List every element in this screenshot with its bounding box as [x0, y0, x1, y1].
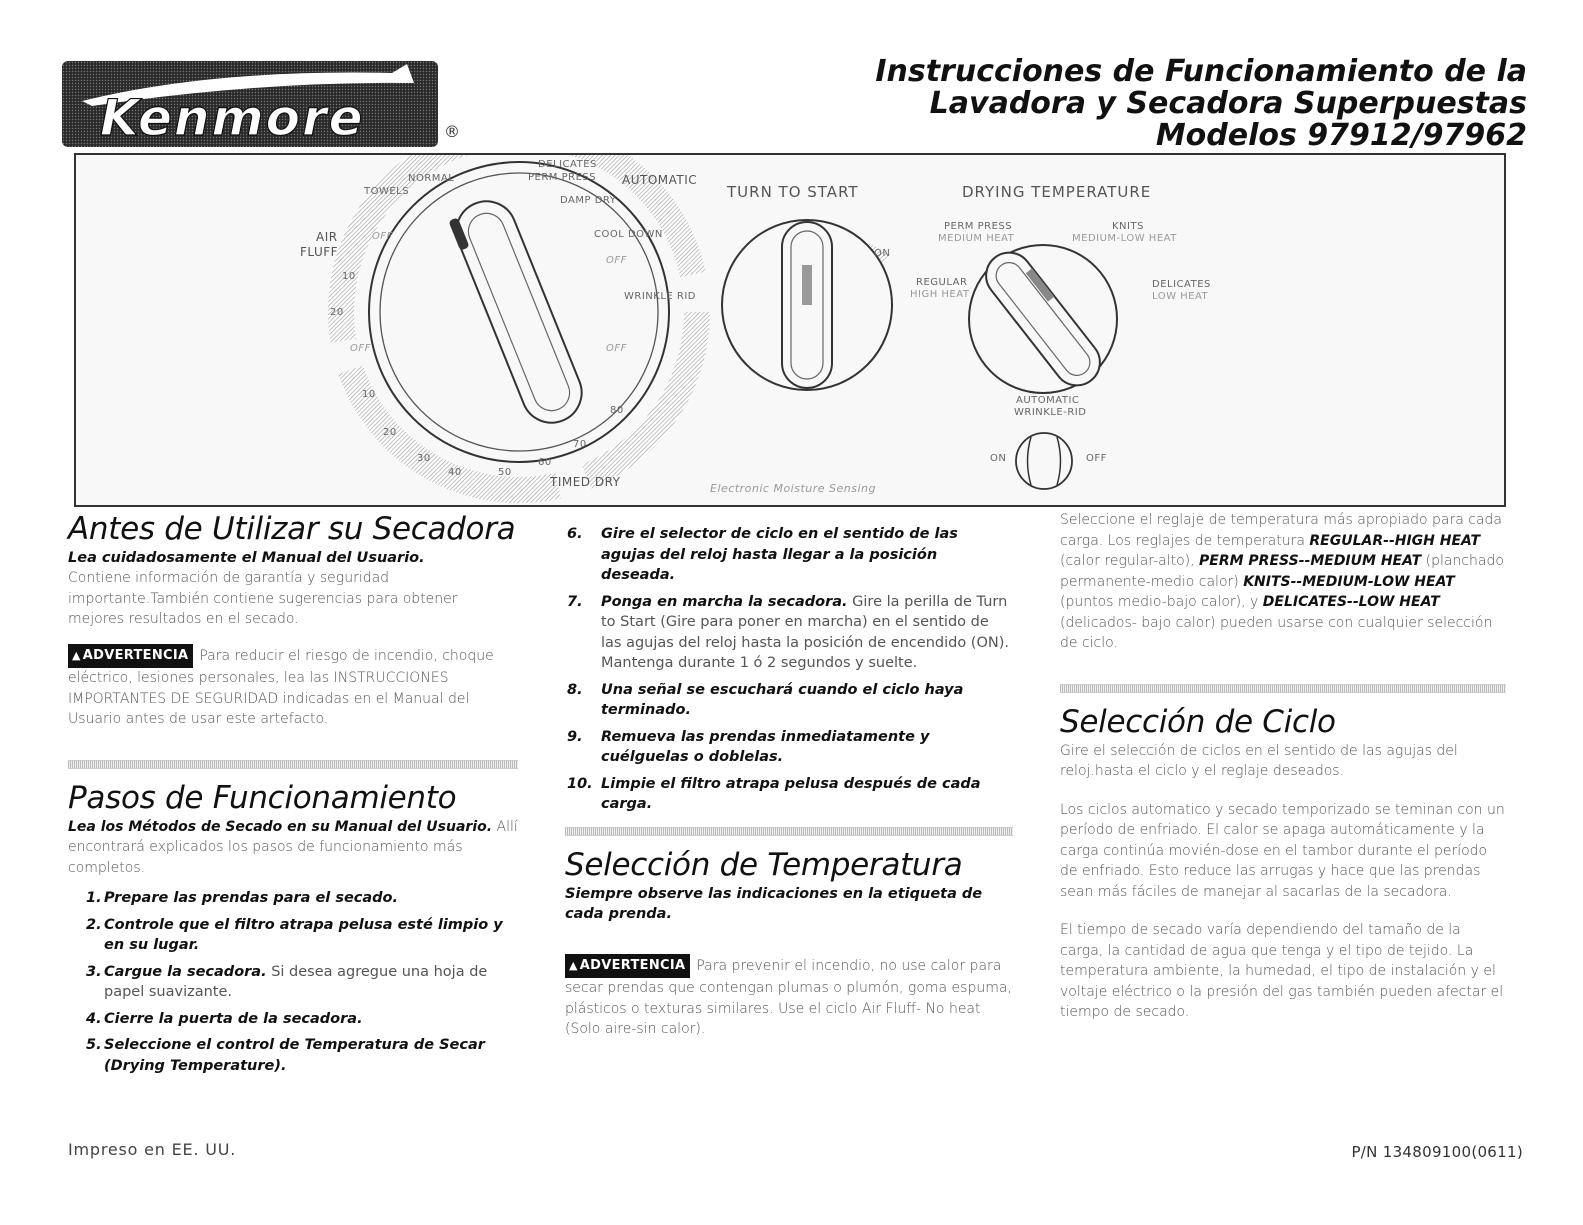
control-panel — [74, 153, 1506, 507]
list-item: 5. Seleccione el control de Temperatura de Secar (Drying Temperature). — [86, 1037, 485, 1074]
cycle-paragraph-2: Los ciclos automatico y secado temporizado se teminan con un período de enfriado. El calor se apaga automáticamente y la carga continúa movién-dose en el tambor durante el período de enfriado. Esto reduce las arrugas y hace que las prendas sean más fáciles de manejar al sacarlas de la secadora. — [1060, 801, 1505, 900]
panel-dials-graphic — [76, 155, 1504, 505]
warning-text-2: Para prevenir el incendio, no use calor para secar prendas que contengan plumas o plumón, goma espuma, plásticos o texturas similares. Use el ciclo Air Fluff- No heat (Solo aire-sin calor). — [565, 957, 1012, 1037]
label-normal: NORMAL — [408, 173, 455, 184]
temperature-settings-paragraph: Seleccione el reglaje de temperatura más apropiado para cada carga. Los reglajes de temperatura REGULAR--HIGH HEAT (calor regular-alto), PERM PRESS--MEDIUM HEAT (planchado permanente-medio calor) KNITS--MEDIUM-LOW HEAT (puntos medio-bajo calor), y DELICATES--LOW HEAT (delicados- bajo calor) pueden usarse con cualquier selección de ciclo. — [1060, 512, 1504, 651]
label-temp-regular: REGULAR — [916, 277, 968, 288]
heading-operating-steps: Pasos de Funcionamiento — [68, 779, 457, 816]
cycle-dial[interactable] — [341, 155, 697, 490]
list-item: 2. Controle que el filtro atrapa pelusa esté limpio y en su lugar. — [86, 916, 503, 953]
label-time-20b: 20 — [383, 427, 397, 438]
column-2 — [565, 524, 1013, 1040]
cycle-paragraph-1: Gire el selección de ciclos en el sentido de las agujas del reloj.hasta el ciclo y el reglaje deseados. — [1060, 742, 1458, 779]
label-automatic: AUTOMATIC — [622, 173, 698, 187]
title-line-2: Lavadora y Secadora Superpuestas — [929, 86, 1527, 121]
column-3 — [1060, 510, 1506, 1023]
label-drying-temperature: DRYING TEMPERATURE — [962, 183, 1152, 201]
label-time-40: 40 — [448, 467, 462, 478]
label-temp-delicates: DELICATES — [1152, 279, 1211, 290]
label-moisture-sensing: Electronic Moisture Sensing — [710, 482, 877, 495]
label-off-2: OFF — [606, 255, 627, 266]
label-wrinkle-rid: WRINKLE RID — [624, 291, 696, 302]
part-number: P/N 134809100(0611) — [1351, 1143, 1523, 1161]
label-temp-knits: KNITS — [1112, 221, 1144, 232]
list-item: 4. Cierre la puerta de la secadora. — [86, 1010, 363, 1027]
label-towels: TOWELS — [364, 186, 410, 197]
label-switch-automatic: AUTOMATIC — [1016, 395, 1080, 406]
heading-cycle-selection: Selección de Ciclo — [1060, 703, 1336, 740]
list-item: 8. Una señal se escuchará cuando el ciclo haya terminado. — [567, 681, 964, 718]
section-divider — [565, 827, 1013, 836]
warning-paragraph-2 — [565, 954, 1013, 1040]
page-title — [875, 56, 1527, 152]
label-time-10b: 10 — [362, 389, 376, 400]
warning-paragraph-1 — [68, 644, 518, 730]
label-off-3: OFF — [606, 343, 627, 354]
heading-before-use: Antes de Utilizar su Secadora — [68, 511, 516, 547]
lead2-paragraph — [68, 817, 518, 879]
title-line-3: Modelos 97912/97962 — [1155, 118, 1527, 153]
list-item: 10. Limpie el filtro atrapa pelusa después de cada carga. — [567, 775, 981, 812]
label-delicates: DELICATES — [538, 159, 597, 170]
label-damp-dry: DAMP DRY — [560, 195, 617, 206]
label-temp-perm-press: PERM PRESS — [944, 221, 1013, 232]
label-switch-off: OFF — [1086, 453, 1107, 464]
lead2-rest: Allí encontrará explicados los pasos de funcionamiento más completos. — [68, 818, 518, 876]
label-time-60: 60 — [538, 457, 552, 468]
label-switch-wrinkle-rid: WRINKLE-RID — [1014, 407, 1087, 418]
kenmore-logo — [62, 61, 438, 147]
label-perm-press: PERM PRESS — [528, 172, 597, 183]
label-air: AIR — [316, 230, 338, 244]
column-1 — [68, 510, 518, 1082]
list-item: 3. Cargue la secadora. Si desea agregue una hoja de papel suavizante. — [86, 963, 488, 1000]
lead2-bold: Lea los Métodos de Secado en su Manual del Usuario. — [68, 818, 493, 835]
label-time-10a: 10 — [342, 271, 356, 282]
start-dial[interactable] — [722, 220, 892, 390]
lead-read-manual: Lea cuidadosamente el Manual del Usuario. — [68, 550, 425, 566]
title-line-1: Instrucciones de Funcionamiento de la — [875, 54, 1527, 89]
label-temp-medium-heat: MEDIUM HEAT — [938, 233, 1015, 244]
label-on: ON — [874, 248, 891, 259]
warning-badge: ▲ ADVERTENCIA — [565, 954, 690, 979]
label-timed-dry: TIMED DRY — [550, 475, 621, 489]
intro-text: Contiene información de garantía y seguridad importante.También contiene sugerencias para obtener mejores resultados en el secado. — [68, 570, 458, 627]
registered-mark: ® — [444, 122, 460, 141]
logo-text: Kenmore — [100, 89, 365, 147]
heading-temperature-selection: Selección de Temperatura — [565, 846, 963, 883]
label-temp-medium-low-heat: MEDIUM-LOW HEAT — [1072, 233, 1177, 244]
label-off-1: OFF — [372, 231, 393, 242]
cycle-paragraph-3: El tiempo de secado varía dependiendo del tamaño de la carga, la cantidad de agua que tenga y el tipo de tejido. La temperatura ambiente, la humedad, el tipo de instalación y el voltaje eléctrico o la presión del gas también pueden afectar el tiempo de secado. — [1060, 922, 1504, 1020]
section-divider — [68, 760, 518, 769]
label-cool-down: COOL DOWN — [594, 229, 663, 240]
lead-care-label: Siempre observe las indicaciones en la etiqueta de cada prenda. — [565, 885, 983, 922]
printed-in: Impreso en EE. UU. — [68, 1140, 237, 1159]
warning-triangle-icon: ▲ — [569, 958, 578, 972]
temperature-dial[interactable] — [969, 243, 1117, 394]
list-item: 1. Prepare las prendas para el secado. — [86, 890, 399, 906]
label-off-4: OFF — [350, 343, 371, 354]
list-item: 6. Gire el selector de ciclo en el sentido de las agujas del reloj hasta llegar a la posición deseada. — [567, 526, 958, 583]
label-time-80: 80 — [610, 405, 624, 416]
warning-text-1: Para reducir el riesgo de incendio, choque eléctrico, lesiones personales, lea las INSTRUCCIONES IMPORTANTES DE SEGURIDAD indicadas en el Manual del Usuario antes de usar este artefacto. — [68, 647, 494, 727]
label-temp-low-heat: LOW HEAT — [1152, 291, 1209, 302]
label-time-30: 30 — [417, 453, 431, 464]
label-time-50: 50 — [498, 467, 512, 478]
steps-list-1 — [68, 888, 518, 1076]
wrinkle-rid-switch[interactable] — [1016, 433, 1072, 489]
warning-badge: ▲ ADVERTENCIA — [68, 644, 193, 669]
steps-list-2 — [565, 524, 1013, 815]
label-temp-high-heat: HIGH HEAT — [910, 289, 970, 300]
list-item: 9. Remueva las prendas inmediatamente y cuélguelas o doblelas. — [567, 728, 930, 765]
label-fluff: FLUFF — [300, 245, 339, 259]
label-time-70: 70 — [573, 439, 587, 450]
list-item: 7. Ponga en marcha la secadora. Gire la perilla de Turn to Start (Gire para poner en marcha) en el sentido de las agujas del reloj hasta la posición de encendido (ON). Mantenga durante 1 ó 2 segundos y suelte. — [567, 593, 1009, 671]
label-turn-to-start: TURN TO START — [727, 183, 859, 201]
label-time-20a: 20 — [330, 307, 344, 318]
section-divider — [1060, 684, 1506, 693]
label-switch-on: ON — [990, 453, 1007, 464]
warning-triangle-icon: ▲ — [72, 648, 81, 662]
